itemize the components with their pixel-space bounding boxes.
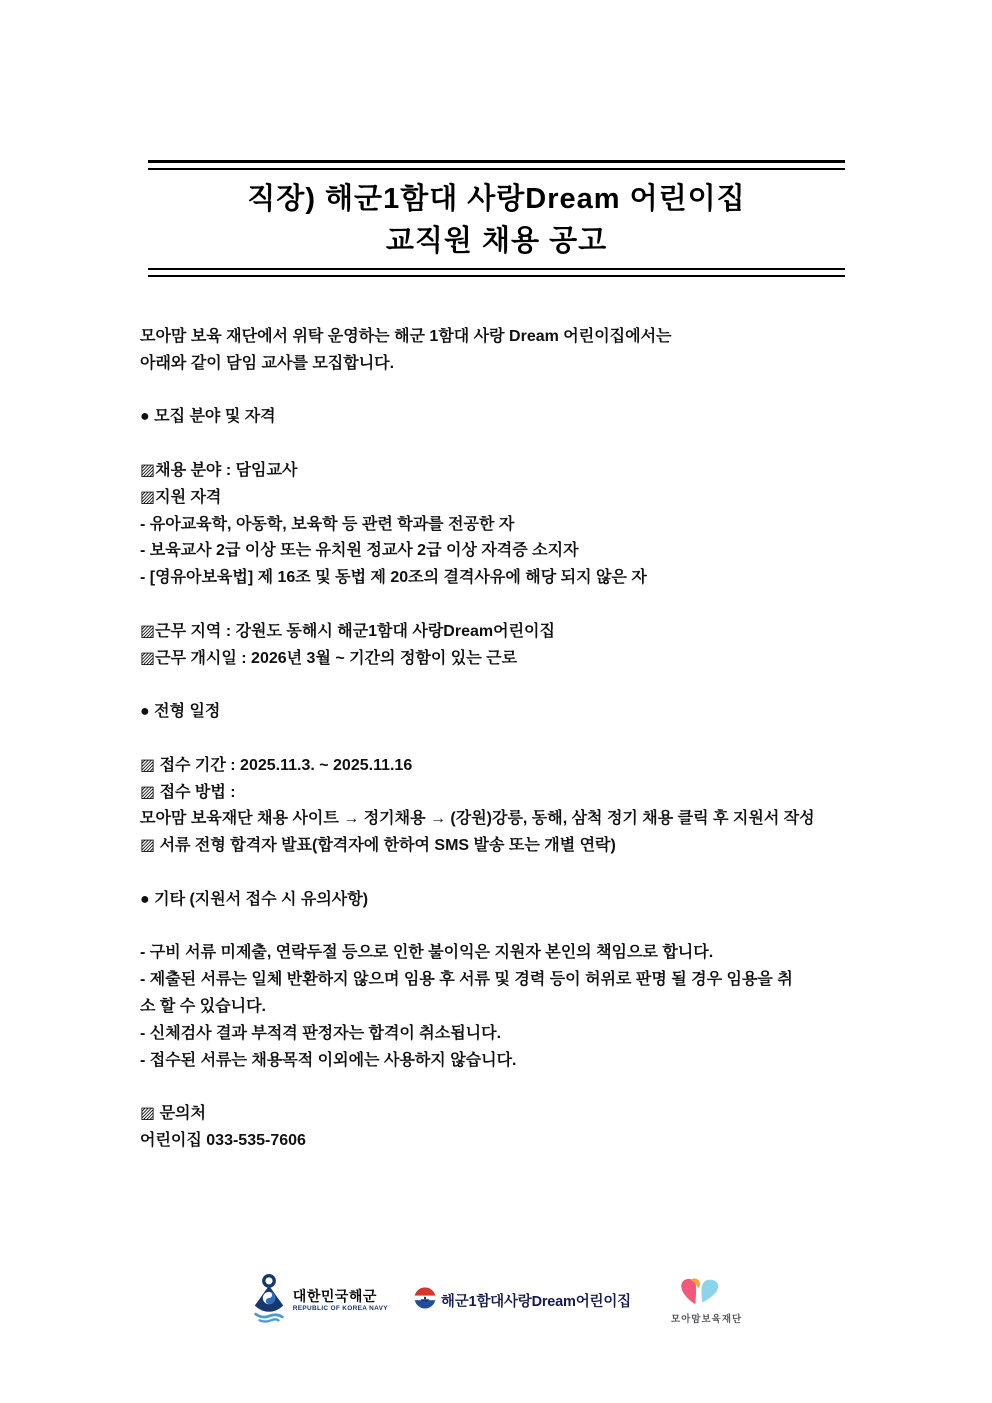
navy-logo-title: 대한민국해군 <box>292 1288 377 1304</box>
daycare-logo-label: 해군1함대사랑Dream어린이집 <box>440 1294 631 1310</box>
doc-line: - 신체검사 결과 부적격 판정자는 합격이 취소됩니다. <box>140 1024 502 1042</box>
doc-line: - 보육교사 2급 이상 또는 유치원 정교사 2급 이상 자격증 소지자 <box>140 542 579 560</box>
doc-blank-line <box>140 592 900 619</box>
navy-logo-subtitle: REPUBLIC OF KOREA NAVY <box>292 1305 388 1312</box>
doc-line: 모아맘 보육 재단에서 위탁 운영하는 해군 1함대 사랑 Dream 어린이집에서는 <box>140 328 672 345</box>
doc-blank-line <box>140 378 900 405</box>
doc-line: - 유아교육학, 아동학, 보육학 등 관련 학과를 전공한 자 <box>140 515 515 533</box>
navy-logo-text <box>293 1288 388 1313</box>
title-block <box>148 160 845 277</box>
doc-blank-line <box>140 726 900 753</box>
doc-line: ▨채용 분야 : 담임교사 <box>140 461 298 479</box>
page-title-line2: 교직원 채용 공고 <box>385 225 608 257</box>
doc-blank-line <box>140 1074 900 1101</box>
doc-line: - 제출된 서류는 일체 반환하지 않으며 임용 후 서류 및 경력 등이 허위로 판명 될 경우 임용을 취 <box>140 971 793 989</box>
doc-blank-line <box>140 860 900 887</box>
doc-line: ▨ 서류 전형 합격자 발표(합격자에 한하여 SMS 발송 또는 개별 연락) <box>140 837 616 855</box>
doc-line: ● 모집 분야 및 자격 <box>140 408 276 426</box>
daycare-logo-group <box>414 1287 631 1314</box>
doc-line: 소 할 수 있습니다. <box>140 997 266 1015</box>
taegeuk-ship-circle-icon <box>414 1287 436 1314</box>
doc-line: 어린이집 033-535-7606 <box>140 1131 306 1149</box>
document-body <box>140 324 900 1155</box>
doc-line: ▨ 문의처 <box>140 1105 206 1123</box>
doc-line: - 구비 서류 미제출, 연락두절 등으로 인한 불이익은 지원자 본인의 책임으로 합니다. <box>140 944 714 962</box>
doc-line: ▨ 접수 기간 : 2025.11.3. ~ 2025.11.16 <box>140 756 413 774</box>
doc-blank-line <box>140 914 900 941</box>
title-top-rule <box>148 160 845 170</box>
foundation-logo-group <box>657 1277 742 1325</box>
footer-logos <box>0 1272 992 1329</box>
double-heart-icon <box>678 1277 722 1314</box>
doc-blank-line <box>140 431 900 458</box>
navy-logo-group <box>250 1272 388 1329</box>
doc-line: ● 전형 일정 <box>140 703 221 721</box>
doc-line: 아래와 같이 담임 교사를 모집합니다. <box>140 354 395 372</box>
doc-line: ▨지원 자격 <box>140 488 222 506</box>
doc-line: ● 기타 (지원서 접수 시 유의사항) <box>140 890 369 908</box>
doc-blank-line <box>140 672 900 699</box>
title-lines <box>148 170 845 268</box>
doc-line: ▨근무 개시일 : 2026년 3월 ~ 기간의 정함이 있는 근로 <box>140 649 518 667</box>
title-bottom-rule <box>148 268 845 277</box>
doc-line: ▨근무 지역 : 강원도 동해시 해군1함대 사랑Dream어린이집 <box>140 622 555 640</box>
page-title-line1: 직장) 해군1함대 사랑Dream 어린이집 <box>247 183 746 215</box>
doc-line: - 접수된 서류는 채용목적 이외에는 사용하지 않습니다. <box>140 1051 517 1069</box>
doc-line: ▨ 접수 방법 : <box>140 783 236 801</box>
navy-anchor-logo-icon <box>250 1272 288 1329</box>
doc-line: - [영유아보육법] 제 16조 및 동법 제 20조의 결격사유에 해당 되지 않은 자 <box>140 569 647 587</box>
foundation-logo-label: 모아맘보육재단 <box>670 1313 743 1325</box>
doc-line: 모아맘 보육재단 채용 사이트 → 정기채용 → (강원)강릉, 동해, 삼척 정기 채용 클릭 후 지원서 작성 <box>140 810 815 828</box>
